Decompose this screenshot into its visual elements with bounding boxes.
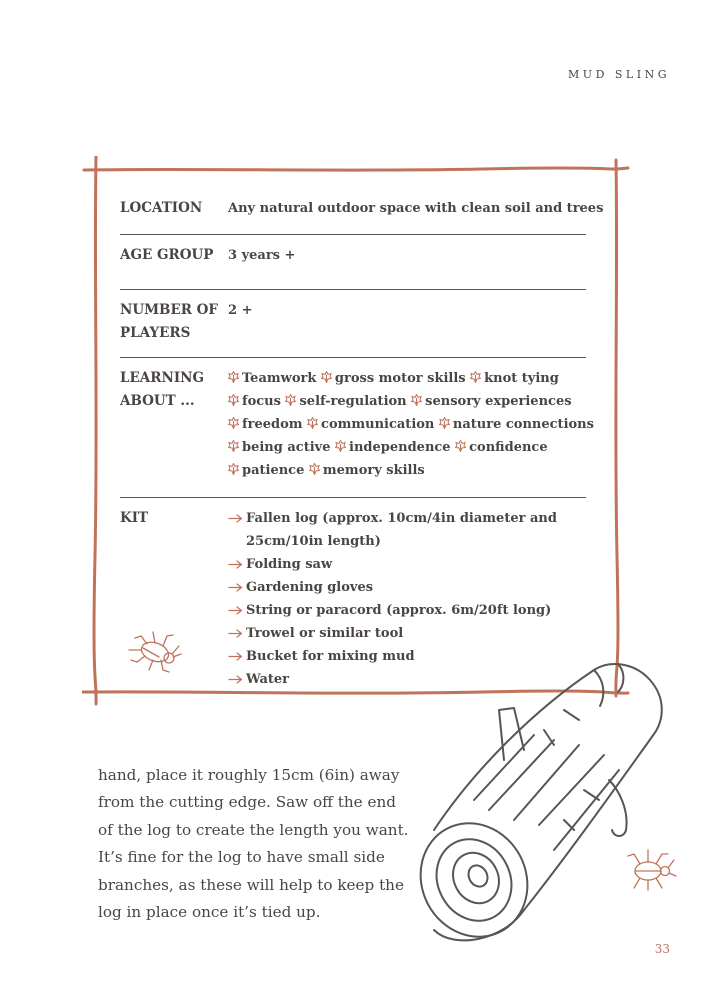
learning-list [228,367,594,482]
kit-item-text: String or paracord (approx. 6m/20ft long) [246,603,552,618]
learning-line [228,436,586,459]
learning-tag: focus [242,394,281,409]
learning-tag: confidence [469,440,548,455]
location-label: LOCATION [120,200,203,216]
beetle-illustration [622,846,678,892]
learning-label-line1: LEARNING [120,370,204,386]
players-value: 2 + [228,303,253,318]
location-value: Any natural outdoor space with clean soil and trees [228,201,604,216]
body-line: It’s fine for the log to have small side [98,848,385,867]
learning-tag: sensory experiences [425,394,572,409]
kit-item-text: Fallen log (approx. 10cm/4in diameter and [246,511,557,526]
leaf-bullet-icon [335,440,346,452]
learning-tag: patience [242,463,305,478]
kit-item [228,599,586,622]
learning-tag: gross motor skills [334,371,466,386]
leaf-bullet-icon [470,371,481,383]
players-label-line2: PLAYERS [120,325,191,341]
kit-item [228,576,586,599]
learning-line [228,390,586,413]
age-group-value: 3 years + [228,248,296,263]
learning-label [120,367,228,413]
leaf-bullet-icon [321,371,332,383]
arrow-bullet-icon [228,652,243,661]
leaf-bullet-icon [455,440,466,452]
learning-tag: being active [242,440,331,455]
kit-item-text: Folding saw [246,557,333,572]
leaf-bullet-icon [285,394,296,406]
leaf-bullet-icon [307,417,318,429]
row-age-group [120,244,586,290]
activity-info-box [96,170,616,694]
log-illustration [404,650,674,955]
learning-tag: knot tying [484,371,559,386]
kit-item-text: Water [246,672,290,687]
leaf-bullet-icon [228,417,239,429]
page-number: 33 [654,942,670,956]
leaf-bullet-icon [309,463,320,475]
beetle-illustration [125,626,183,674]
arrow-bullet-icon [228,675,243,684]
body-paragraph [98,762,416,926]
row-location [120,197,604,235]
body-line: from the cutting edge. Saw off the end [98,793,396,812]
running-head: MUD SLING [568,68,670,81]
body-line: of the log to create the length you want. [98,820,409,839]
leaf-bullet-icon [228,463,239,475]
arrow-bullet-icon [228,514,243,523]
body-line: branches, as these will help to keep the [98,875,404,894]
row-learning-about [120,367,594,498]
leaf-bullet-icon [411,394,422,406]
learning-tag: independence [349,440,451,455]
learning-line [228,459,586,482]
arrow-bullet-icon [228,629,243,638]
arrow-bullet-icon [228,560,243,569]
learning-tag: freedom [242,417,303,432]
arrow-bullet-icon [228,583,243,592]
players-label-line1: NUMBER OF [120,302,219,318]
leaf-bullet-icon [228,371,239,383]
learning-tag: communication [321,417,435,432]
learning-tag: Teamwork [242,371,317,386]
leaf-bullet-icon [439,417,450,429]
kit-item-text: Bucket for mixing mud [246,649,415,664]
kit-label: KIT [120,510,149,526]
kit-item [228,622,586,645]
players-label [120,299,228,345]
arrow-bullet-icon [228,606,243,615]
kit-item-text: Gardening gloves [246,580,374,595]
learning-tag: nature connections [452,417,594,432]
body-line: log in place once it’s tied up. [98,903,321,922]
age-group-label: AGE GROUP [120,247,214,263]
leaf-bullet-icon [228,440,239,452]
learning-tag: self-regulation [299,394,407,409]
kit-item [228,507,586,553]
learning-label-line2: ABOUT ... [120,393,195,409]
body-line: hand, place it roughly 15cm (6in) away [98,766,400,784]
learning-line [228,367,586,390]
kit-item [228,553,586,576]
kit-item-text-cont: 25cm/10in length) [246,534,381,549]
learning-tag: memory skills [322,463,425,478]
learning-line [228,413,594,436]
leaf-bullet-icon [228,394,239,406]
kit-item-text: Trowel or similar tool [246,626,404,641]
row-number-of-players [120,299,586,358]
